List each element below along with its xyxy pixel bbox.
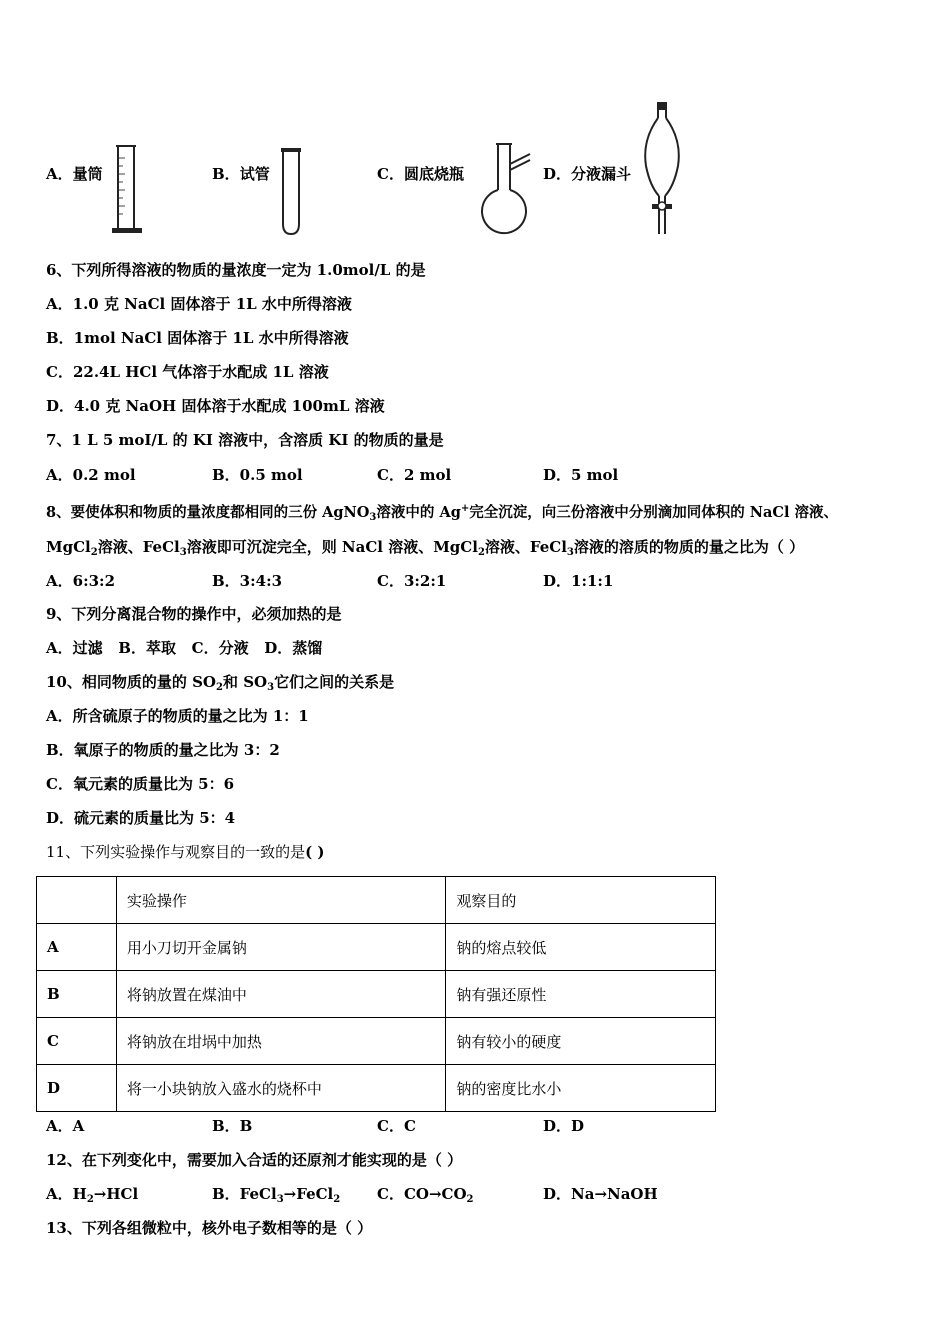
q10-text: 10、相同物质的量的 SO bbox=[46, 673, 216, 691]
q12-option-c-text: C．CO→CO bbox=[377, 1185, 467, 1203]
q12-option-b bbox=[212, 1184, 340, 1210]
q12-option-b-subscript: 3 bbox=[276, 1194, 284, 1205]
q5-option-b bbox=[212, 164, 270, 184]
q9-options: A．过滤 B．萃取 C．分液 D．蒸馏 bbox=[46, 639, 323, 657]
graduated-cylinder-icon bbox=[108, 144, 148, 238]
q5-option-b-letter: B． bbox=[212, 165, 240, 183]
q8-text: 溶液即可沉淀完全，则 NaCl 溶液、MgCl bbox=[186, 538, 478, 556]
q8-subscript: 2 bbox=[90, 547, 98, 558]
table-row bbox=[37, 1018, 716, 1065]
q11-option-d: D．D bbox=[543, 1117, 585, 1135]
q12-option-b-subscript: 2 bbox=[333, 1194, 341, 1205]
q8-stem-line1 bbox=[46, 499, 838, 528]
q6-stem: 6、下列所得溶液的物质的量浓度一定为 1.0mol/L 的是 bbox=[46, 261, 426, 279]
q7-option-b: B．0.5 mol bbox=[212, 466, 303, 484]
table-header-cell: 实验操作 bbox=[116, 877, 445, 924]
q10-text: 和 SO bbox=[222, 673, 268, 691]
table-header-cell bbox=[37, 877, 117, 924]
q5-option-d-letter: D． bbox=[543, 165, 572, 183]
test-tube-icon bbox=[278, 146, 304, 238]
q11-option-b: B．B bbox=[212, 1117, 253, 1135]
table-cell: 用小刀切开金属钠 bbox=[116, 924, 445, 971]
q6-option-c: C．22.4L HCl 气体溶于水配成 1L 溶液 bbox=[46, 363, 329, 381]
table-cell: 钠的熔点较低 bbox=[446, 924, 716, 971]
q12-option-c-subscript: 2 bbox=[466, 1194, 474, 1205]
table-cell: C bbox=[37, 1018, 117, 1065]
table-cell: 钠有强还原性 bbox=[446, 971, 716, 1018]
q8-text: 溶液中的 Ag bbox=[376, 504, 461, 521]
q8-text: 溶液的溶质的物质的量之比为（ ） bbox=[573, 538, 805, 556]
q8-subscript: 3 bbox=[566, 547, 574, 558]
q5-option-c-label: 圆底烧瓶 bbox=[403, 165, 464, 183]
table-cell: B bbox=[37, 971, 117, 1018]
table-cell: A bbox=[37, 924, 117, 971]
experiment-table bbox=[36, 876, 716, 1112]
q8-text: 完全沉淀，向三份溶液中分别滴加同体积的 NaCl 溶液、 bbox=[469, 504, 839, 521]
q8-option-c: C．3:2:1 bbox=[377, 572, 447, 590]
q11-stem bbox=[46, 842, 325, 862]
q6-option-b: B．1mol NaCl 固体溶于 1L 水中所得溶液 bbox=[46, 329, 349, 347]
q8-text: MgCl bbox=[46, 538, 91, 556]
q5-option-c-letter: C． bbox=[377, 165, 404, 183]
table-header-row bbox=[37, 877, 716, 924]
q5-option-a-letter: A． bbox=[46, 165, 73, 183]
table-row bbox=[37, 971, 716, 1018]
q8-stem-line2 bbox=[46, 537, 804, 563]
q12-option-a-text: →HCl bbox=[93, 1185, 139, 1203]
q10-subscript: 2 bbox=[216, 682, 223, 693]
q9-stem: 9、下列分离混合物的操作中，必须加热的是 bbox=[46, 605, 342, 623]
q10-option-c: C．氧元素的质量比为 5：6 bbox=[46, 775, 235, 793]
q7-option-d: D．5 mol bbox=[543, 466, 619, 484]
q5-option-a bbox=[46, 164, 103, 184]
q13-stem: 13、下列各组微粒中，核外电子数相等的是（ ） bbox=[46, 1219, 373, 1237]
q10-text: 它们之间的关系是 bbox=[274, 673, 395, 691]
q12-option-a bbox=[46, 1184, 138, 1210]
q10-subscript: 3 bbox=[267, 682, 275, 693]
q12-option-a-subscript: 2 bbox=[86, 1194, 94, 1205]
table-cell: 钠的密度比水小 bbox=[446, 1065, 716, 1112]
separatory-funnel-icon bbox=[640, 100, 684, 238]
q8-subscript: 2 bbox=[477, 547, 485, 558]
table-header-cell: 观察目的 bbox=[446, 877, 716, 924]
q6-option-d: D．4.0 克 NaOH 固体溶于水配成 100mL 溶液 bbox=[46, 397, 385, 415]
q12-stem: 12、在下列变化中，需要加入合适的还原剂才能实现的是（ ） bbox=[46, 1151, 463, 1169]
table-cell: 将一小块钠放入盛水的烧杯中 bbox=[116, 1065, 445, 1112]
q12-option-c bbox=[377, 1184, 474, 1210]
table-cell: 将钠放在坩埚中加热 bbox=[116, 1018, 445, 1065]
q12-option-a-text: A．H bbox=[46, 1185, 87, 1203]
table-cell: 将钠放置在煤油中 bbox=[116, 971, 445, 1018]
q8-subscript: 3 bbox=[179, 547, 187, 558]
table-cell: 钠有较小的硬度 bbox=[446, 1018, 716, 1065]
q5-option-a-label: 量筒 bbox=[72, 165, 103, 183]
q7-stem: 7、1 L 5 moI/L 的 KI 溶液中，含溶质 KI 的物质的量是 bbox=[46, 431, 444, 449]
q12-option-b-text: →FeCl bbox=[283, 1185, 334, 1203]
q11-paren: ( ) bbox=[305, 843, 325, 861]
q6-option-a: A．1.0 克 NaCl 固体溶于 1L 水中所得溶液 bbox=[46, 295, 352, 313]
q8-superscript: + bbox=[460, 503, 470, 514]
q8-text: 溶液、FeCl bbox=[484, 538, 567, 556]
q11-option-a: A．A bbox=[46, 1117, 85, 1135]
q5-option-b-label: 试管 bbox=[239, 165, 270, 183]
q8-option-a: A．6:3:2 bbox=[46, 572, 116, 590]
q8-text: 8、要使体积和物质的量浓度都相同的三份 AgNO bbox=[46, 504, 370, 521]
table-cell: D bbox=[37, 1065, 117, 1112]
round-bottom-flask-icon bbox=[474, 138, 536, 238]
q10-option-d: D．硫元素的质量比为 5：4 bbox=[46, 809, 236, 827]
q8-option-d: D．1:1:1 bbox=[543, 572, 614, 590]
q8-subscript: 3 bbox=[369, 512, 377, 523]
q5-option-d bbox=[543, 164, 631, 184]
q7-option-c: C．2 mol bbox=[377, 466, 452, 484]
q5-option-c bbox=[377, 164, 464, 184]
q8-text: 溶液、FeCl bbox=[97, 538, 180, 556]
q5-option-d-label: 分液漏斗 bbox=[571, 165, 632, 183]
q10-option-a: A．所含硫原子的物质的量之比为 1：1 bbox=[46, 707, 309, 725]
q10-option-b: B．氧原子的物质的量之比为 3：2 bbox=[46, 741, 280, 759]
q12-option-d: D．Na→NaOH bbox=[543, 1185, 658, 1203]
table-row bbox=[37, 1065, 716, 1112]
q8-option-b: B．3:4:3 bbox=[212, 572, 283, 590]
q11-text: 11、下列实验操作与观察目的一致的是 bbox=[46, 843, 306, 861]
q10-stem bbox=[46, 672, 394, 698]
q12-option-b-text: B．FeCl bbox=[212, 1185, 277, 1203]
table-row bbox=[37, 924, 716, 971]
q7-option-a: A．0.2 mol bbox=[46, 466, 136, 484]
q11-option-c: C．C bbox=[377, 1117, 416, 1135]
